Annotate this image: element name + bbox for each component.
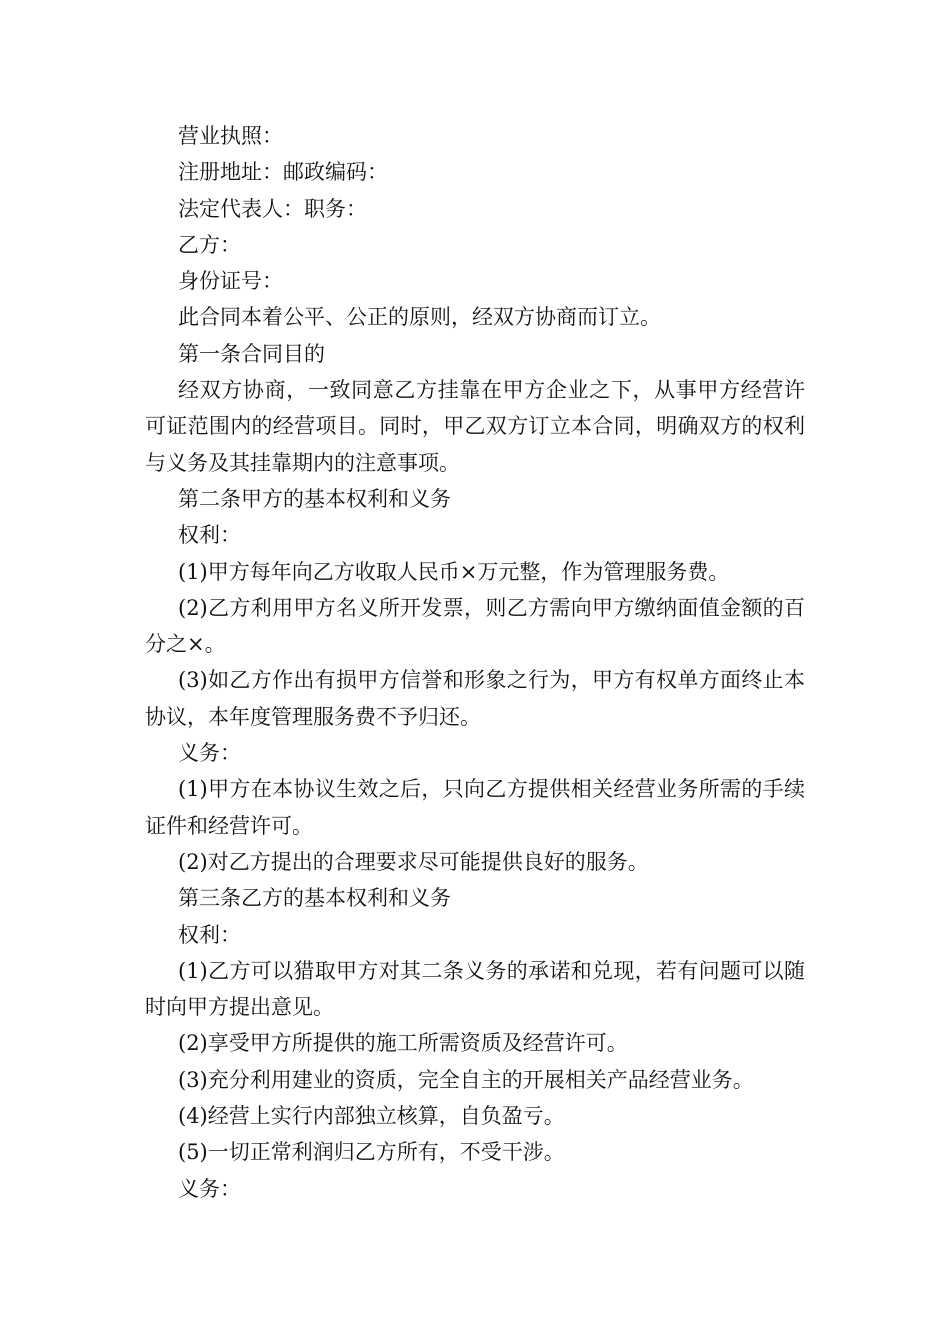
list-item: (2)对乙方提出的合理要求尽可能提供良好的服务。 bbox=[178, 849, 649, 874]
heading-article-1: 第一条合同目的 bbox=[178, 341, 325, 366]
list-item: (1)甲方每年向乙方收取人民币×万元整，作为管理服务费。 bbox=[178, 559, 730, 584]
heading-article-2: 第二条甲方的基本权利和义务 bbox=[178, 486, 451, 511]
paragraph-article-1-body: 经双方协商，一致同意乙方挂靠在甲方企业之下，从事甲方经营许可证范围内的经营项目。同时，甲乙双方订立本合同，明确双方的权利与义务及其挂靠期内的注意事项。 bbox=[145, 378, 805, 475]
list-item: (1)乙方可以猎取甲方对其二条义务的承诺和兑现，若有问题可以随时向甲方提出意见。 bbox=[145, 958, 805, 1020]
list-item: (2)乙方利用甲方名义所开发票，则乙方需向甲方缴纳面值金额的百分之×。 bbox=[145, 595, 805, 657]
heading-article-3: 第三条乙方的基本权利和义务 bbox=[178, 886, 451, 911]
subheading-party-b-obligations: 义务： bbox=[178, 1176, 241, 1201]
list-item: (3)如乙方作出有损甲方信誉和形象之行为，甲方有权单方面终止本协议，本年度管理服务费不予归还。 bbox=[145, 668, 805, 729]
subheading-party-a-obligations: 义务： bbox=[178, 741, 241, 766]
paragraph-legal-representative: 法定代表人：职务： bbox=[178, 196, 367, 221]
paragraph-registered-address: 注册地址：邮政编码： bbox=[178, 160, 388, 185]
list-item: (4)经营上实行内部独立核算，自负盈亏。 bbox=[178, 1104, 565, 1129]
document-body bbox=[145, 118, 805, 1207]
list-item: (5)一切正常利润归乙方所有，不受干涉。 bbox=[178, 1140, 565, 1165]
paragraph-id-number: 身份证号： bbox=[178, 269, 283, 294]
list-item: (3)充分利用建业的资质，完全自主的开展相关产品经营业务。 bbox=[178, 1067, 754, 1092]
list-item: (1)甲方在本协议生效之后，只向乙方提供相关经营业务所需的手续证件和经营许可。 bbox=[145, 777, 805, 838]
list-item: (2)享受甲方所提供的施工所需资质及经营许可。 bbox=[178, 1031, 628, 1056]
paragraph-party-b: 乙方： bbox=[178, 232, 241, 257]
subheading-party-a-rights: 权利： bbox=[178, 523, 241, 548]
paragraph-business-license: 营业执照： bbox=[178, 124, 283, 148]
paragraph-preamble: 此合同本着公平、公正的原则，经双方协商而订立。 bbox=[178, 305, 661, 330]
subheading-party-b-rights: 权利： bbox=[178, 922, 241, 947]
